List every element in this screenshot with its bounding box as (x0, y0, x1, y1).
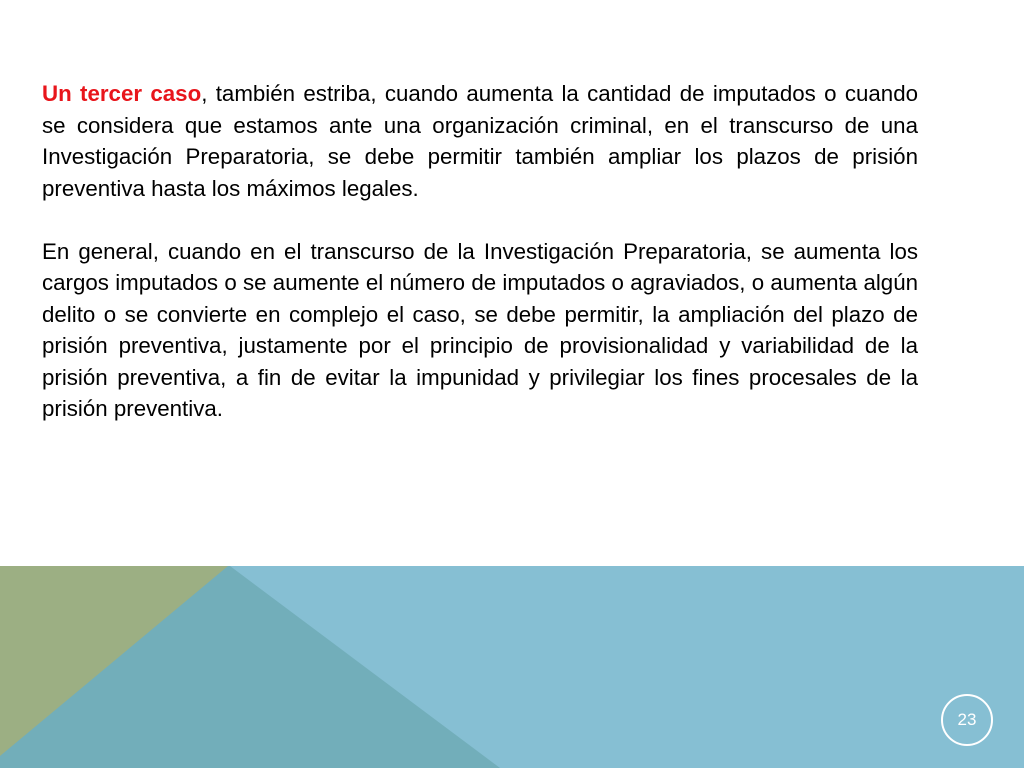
highlight-phrase: Un tercer caso (42, 81, 202, 106)
decorative-footer-band (0, 566, 1024, 768)
paragraph-1 (42, 78, 918, 204)
slide-body (42, 78, 918, 425)
page-number: 23 (957, 710, 977, 729)
paragraph-2 (42, 236, 918, 425)
paragraph-2-text: En general, cuando en el transcurso de la Investigación Preparatoria, se aumenta los cargos imputados o se aumente el número de imputados o agraviados, o aumenta algún delito o se convierte en complejo el caso, se debe permitir, la ampliación del plazo de prisión preventiva, justamente por el principio de provisionalidad y variabilidad de la prisión preventiva, a fin de evitar la impunidad y privilegiar los fines procesales de la prisión preventiva. (42, 238, 918, 421)
page-number-badge (941, 694, 993, 746)
paragraph-1-text: , también estriba, cuando aumenta la cantidad de imputados o cuando se considera que estamos ante una organización criminal, en el transcurso de una Investigación Preparatoria, se debe permitir también ampliar los plazos de prisión preventiva hasta los máximos legales. (42, 81, 918, 201)
